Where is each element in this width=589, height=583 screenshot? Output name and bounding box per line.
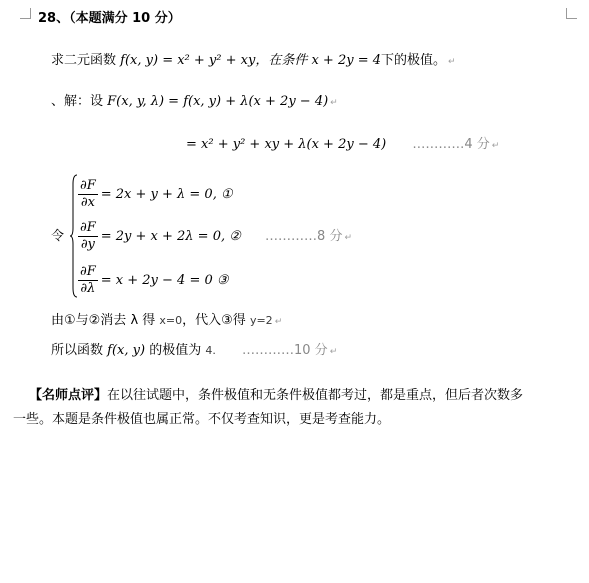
problem-suffix: 下的极值。 [381,53,447,68]
fraction-dF-dx: $\frac{\partial F}{\partial x}$ [80,178,96,210]
equation-2-rhs: = 2y + x + 2λ = 0, ② [100,229,241,244]
solution-intro: 、解：设 [51,94,104,109]
comment-line-1 [29,387,523,405]
equation-2 [78,218,352,256]
fraction-dF-dlambda: $\frac{\partial F}{\partial\lambda}$ [80,264,96,296]
system-brace [70,174,78,298]
paragraph-mark-icon: ↵ [329,347,338,357]
problem-statement [51,52,456,71]
equation-1-rhs: = 2x + y + λ = 0, ① [100,187,233,202]
comment-line-2 [13,411,390,429]
problem-prefix: 求二元函数 [51,53,117,68]
conclusion-suffix: 的极值为 [149,343,202,358]
comment-text-1: 在以往试题中，条件极值和无条件极值都考过，都是重点，但后者次数多 [107,388,524,403]
ling-label: 令 [51,229,65,244]
question-number: 28、 [38,11,70,26]
substitute-text: ，代入③得 [182,313,246,328]
x-value: x=0 [159,314,183,327]
score-4: …………4 分 [412,137,490,152]
problem-expression: = x² + y² + xy，在条件 [162,53,308,68]
question-score-label: （本题满分 10 分） [69,11,181,26]
equation-3-rhs: = x + 2y − 4 = 0 ③ [100,273,229,288]
problem-function: f(x, y) [120,53,159,68]
score-8: …………8 分 [265,229,343,244]
equation-3 [78,262,229,300]
solution-intro-line [51,93,338,112]
equation-1 [78,176,233,214]
paragraph-mark-icon: ↵ [448,57,456,67]
comment-text-2: 一些。本题是条件极值也属正常。不仅考查知识，更是考查能力。 [13,412,391,427]
paragraph-mark-icon: ↵ [274,317,283,327]
paragraph-mark-icon: ↵ [330,98,338,108]
lagrange-function: F(x, y, λ) = f(x, y) + λ(x + 2y − 4) [107,94,329,109]
extreme-value: 4. [205,344,216,357]
paragraph-mark-icon: ↵ [491,141,500,151]
conclusion-prefix: 所以函数 [51,343,104,358]
problem-condition: x + 2y = 4 [311,53,382,68]
elimination-line [51,312,282,331]
expanded-expression: = x² + y² + xy + λ(x + 2y − 4) [186,137,387,152]
elimination-text: 由①与②消去 λ 得 [51,313,156,328]
paragraph-mark-icon: ↵ [344,233,352,243]
comment-tag: 【名师点评】 [29,388,108,403]
conclusion-line [51,342,337,361]
score-10: …………10 分 [242,343,328,358]
page-corner-left [20,8,31,19]
fraction-dF-dy: $\frac{\partial F}{\partial y}$ [80,220,96,252]
page-corner-right [566,8,577,19]
conclusion-function: f(x, y) [107,343,146,358]
question-header [38,10,181,28]
y-value: y=2 [249,314,273,327]
expanded-line [186,136,499,155]
